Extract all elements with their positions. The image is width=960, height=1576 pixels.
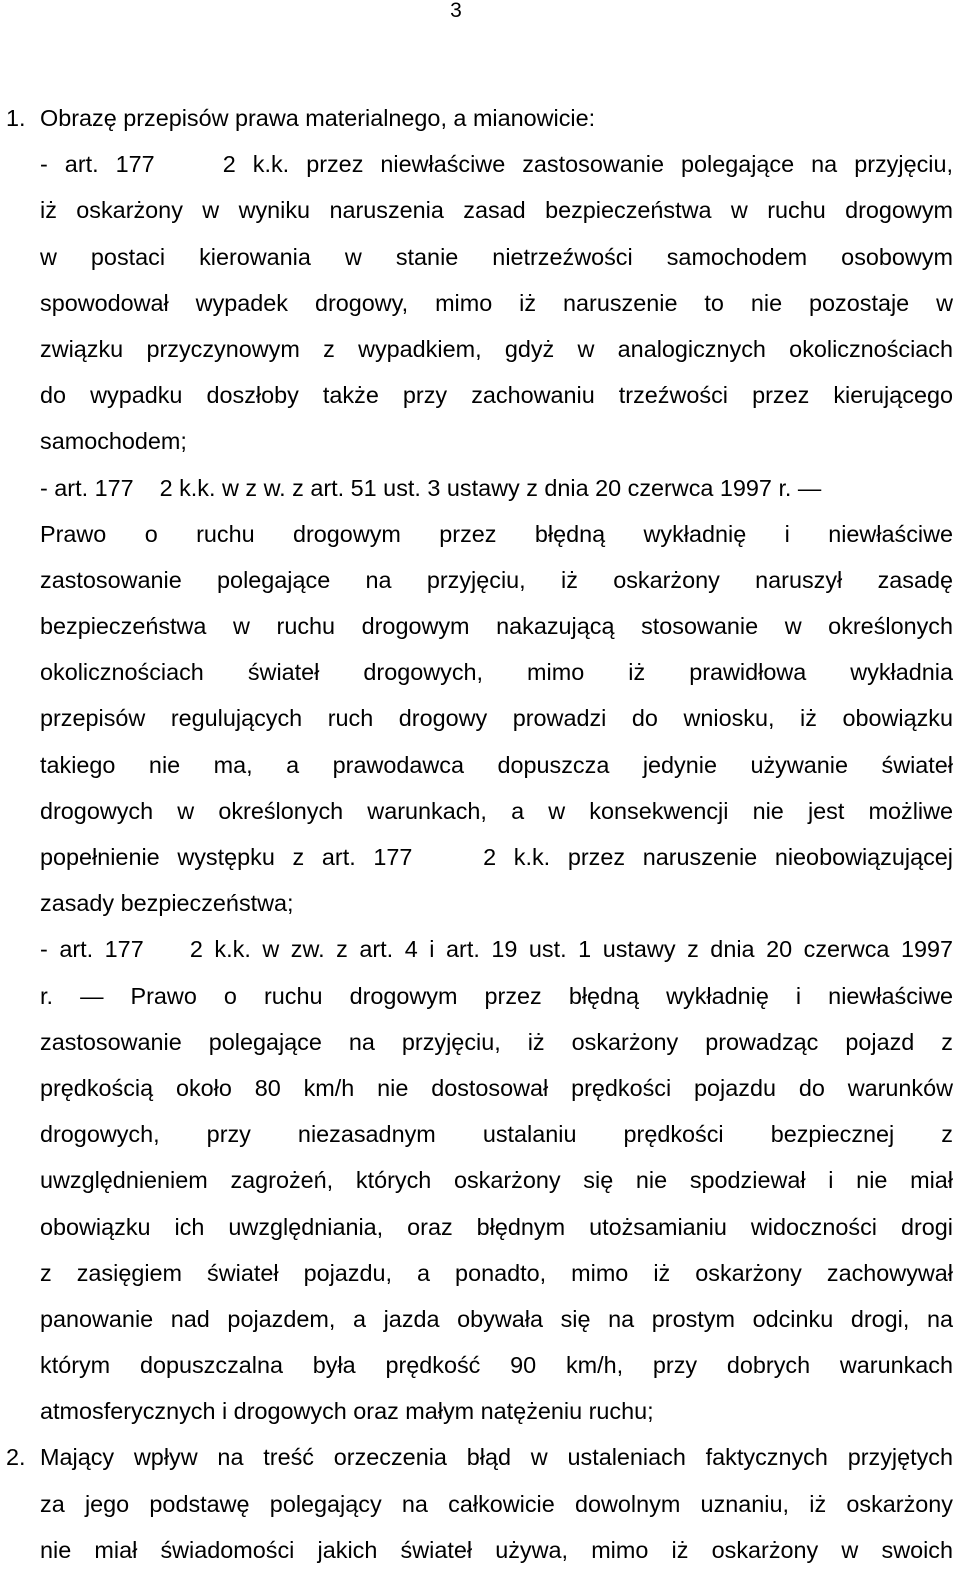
list-item-text: za jego podstawę polegający na całkowicie dowolnym uznaniu, iż oskarżony [40,1490,953,1517]
list-item-text: bezpieczeństwa w ruchu drogowym nakazującą stosowanie w określonych [40,613,953,640]
list-item-text: popełnienie występku z art. 177 2 k.k. przez naruszenie nieobowiązującej [40,844,953,870]
list-item-text: którym dopuszczalna była prędkość 90 km/h, przy dobrych warunkach [40,1352,953,1379]
list-item-text: zasady bezpieczeństwa; [40,890,294,917]
text-line [0,141,960,187]
text-line [0,95,960,141]
list-item-text: okolicznościach świateł drogowych, mimo iż prawidłowa wykładnia [40,659,953,686]
list-item-text: zastosowanie polegające na przyjęciu, iż oskarżony prowadząc pojazd z [40,1028,953,1055]
text-line [0,880,960,926]
text-line [0,1342,960,1388]
list-item-text: iż oskarżony w wyniku naruszenia zasad bezpieczeństwa w ruchu drogowym [40,197,953,224]
text-line [0,926,960,972]
text-line [0,788,960,834]
text-line [0,834,960,880]
text-line [0,1388,960,1434]
list-item-text: do wypadku doszłoby także przy zachowaniu trzeźwości przez kierującego [40,382,953,409]
page-number: 3 [450,0,462,22]
list-item-text: - art. 177 2 k.k. przez niewłaściwe zastosowanie polegające na przyjęciu, [40,151,953,178]
text-line [0,1527,960,1573]
text-line [0,1296,960,1342]
text-line [0,1434,960,1480]
list-number: 1. [6,105,26,131]
text-line [0,973,960,1019]
text-line [0,742,960,788]
text-line [0,326,960,372]
text-line [0,1204,960,1250]
list-item-text: r. — Prawo o ruchu drogowym przez błędną wykładnię i niewłaściwe [40,982,953,1009]
text-line [0,234,960,280]
list-item-text: atmosferycznych i drogowych oraz małym natężeniu ruchu; [40,1398,654,1425]
list-item-text: prędkością około 80 km/h nie dostosował prędkości pojazdu do warunków [40,1074,953,1101]
list-item-text: Mający wpływ na treść orzeczenia błąd w ustaleniach faktycznych przyjętych [40,1444,953,1471]
text-line [0,649,960,695]
text-line [0,557,960,603]
list-item-text: samochodem; [40,428,187,455]
text-line [0,695,960,741]
text-line [0,511,960,557]
list-number: 2. [6,1444,26,1471]
list-item-text: spowodował wypadek drogowy, mimo iż naruszenie to nie pozostaje w [40,289,953,316]
document-body [0,95,960,1573]
list-item-text: drogowych w określonych warunkach, a w konsekwencji nie jest możliwe [40,797,953,824]
list-item-text: Obrazę przepisów prawa materialnego, a mianowicie: [40,105,596,131]
list-item-text: przepisów regulujących ruch drogowy prowadzi do wniosku, iż obowiązku [40,705,953,732]
text-line [0,372,960,418]
list-item-text: drogowych, przy niezasadnym ustalaniu prędkości bezpiecznej z [40,1121,953,1148]
text-line [0,1019,960,1065]
list-item-text: panowanie nad pojazdem, a jazda obywała się na prostym odcinku drogi, na [40,1305,953,1332]
text-line [0,603,960,649]
list-item-text: z zasięgiem świateł pojazdu, a ponadto, mimo iż oskarżony zachowywał [40,1259,953,1286]
text-line [0,1250,960,1296]
list-item-text: zastosowanie polegające na przyjęciu, iż oskarżony naruszył zasadę [40,566,953,593]
list-item-text: obowiązku ich uwzględniania, oraz błędnym utożsamianiu widoczności drogi [40,1213,953,1240]
text-line [0,1157,960,1203]
text-line [0,418,960,464]
list-item-text: w postaci kierowania w stanie nietrzeźwości samochodem osobowym [40,243,953,270]
list-item-text: nie miał świadomości jakich świateł używa, mimo iż oskarżony w swoich [40,1536,953,1563]
list-item-text: takiego nie ma, a prawodawca dopuszcza jedynie używanie świateł [40,751,953,778]
text-line [0,465,960,511]
list-item-text: uwzględnieniem zagrożeń, których oskarżony się nie spodziewał i nie miał [40,1167,953,1194]
list-item-text: - art. 177 2 k.k. w zw. z art. 4 i art. 19 ust. 1 ustawy z dnia 20 czerwca 1997 [40,936,953,963]
text-line [0,280,960,326]
text-line [0,187,960,233]
text-line [0,1481,960,1527]
list-item-text: - art. 177 2 k.k. w z w. z art. 51 ust. 3 ustawy z dnia 20 czerwca 1997 r. — [40,474,822,501]
list-item-text: Prawo o ruchu drogowym przez błędną wykładnię i niewłaściwe [40,520,953,547]
list-item-text: związku przyczynowym z wypadkiem, gdyż w analogicznych okolicznościach [40,335,953,362]
text-line [0,1065,960,1111]
text-line [0,1111,960,1157]
